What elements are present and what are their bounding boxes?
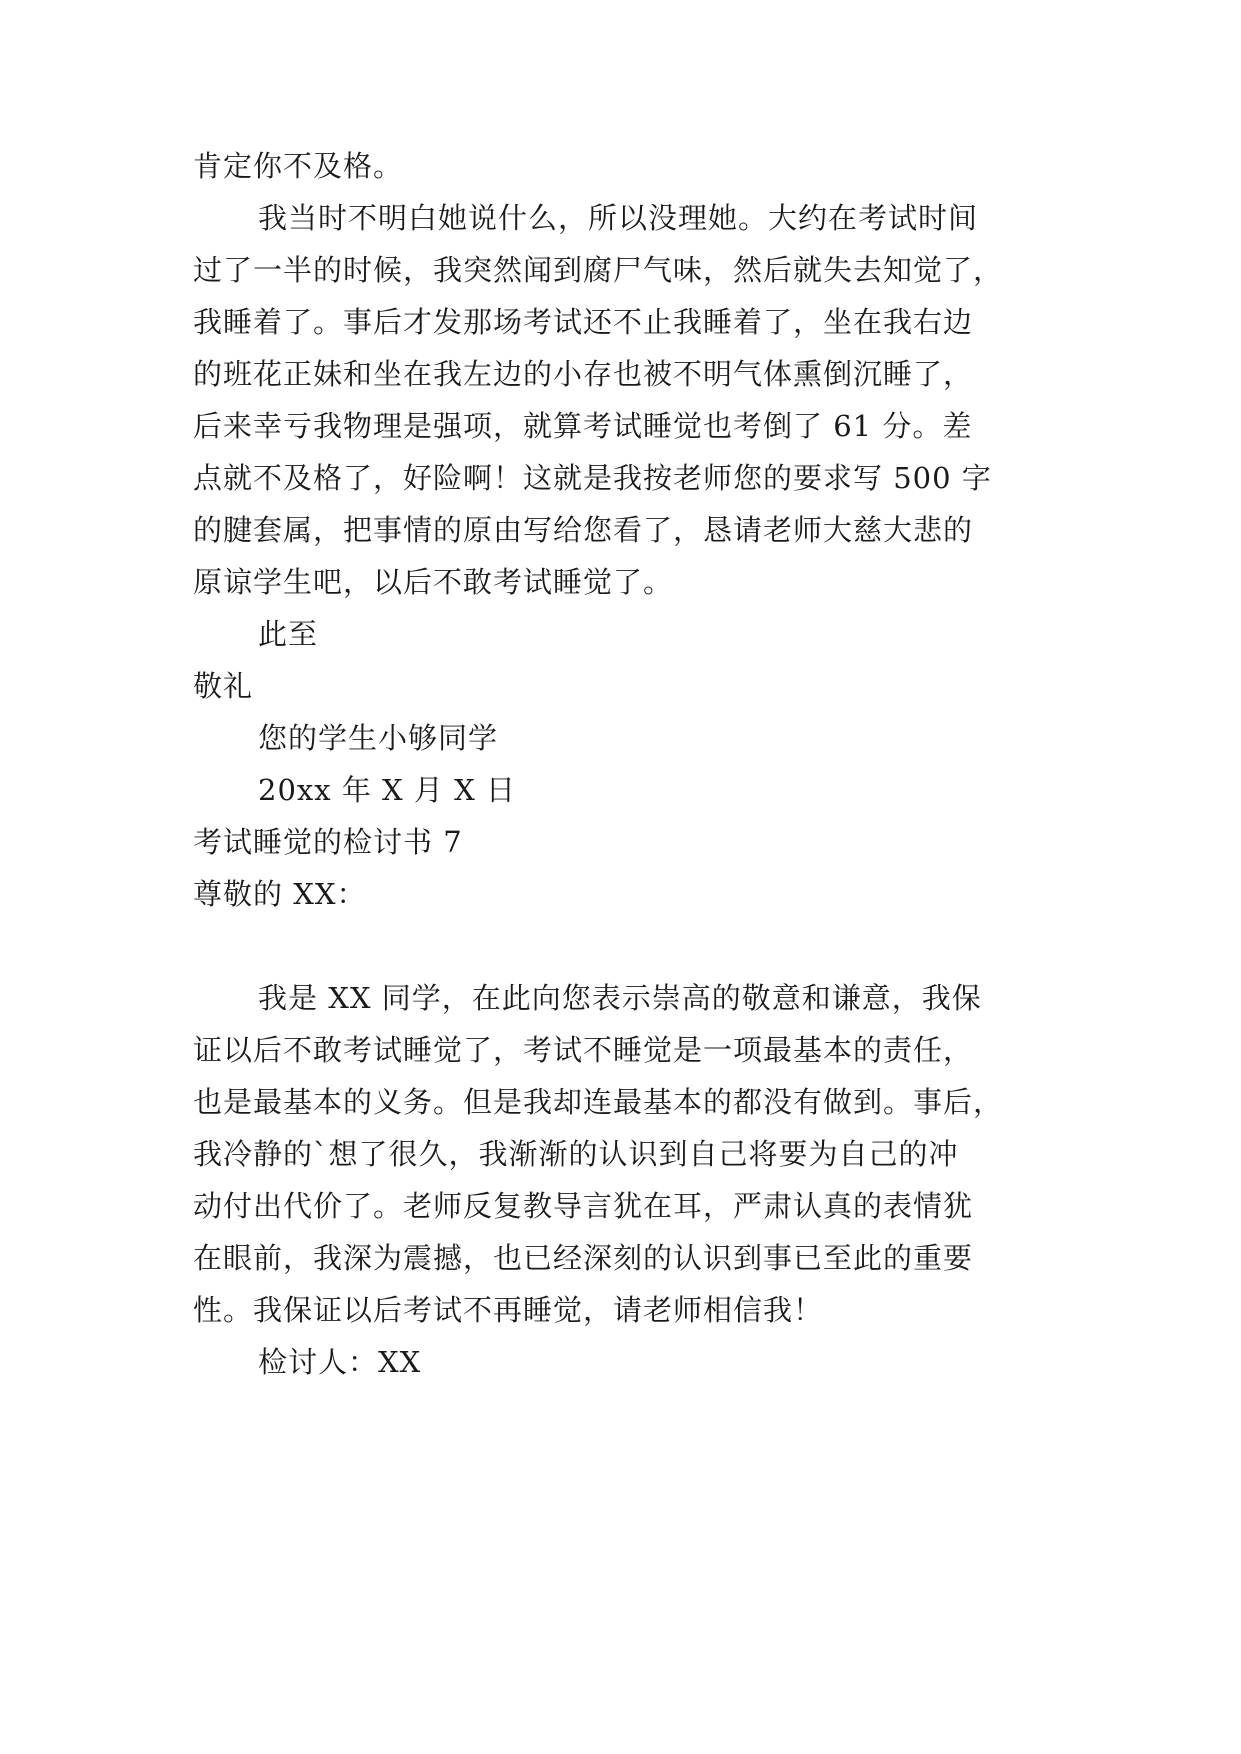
letter-date: 20xx 年 X 月 X 日 [258,773,516,807]
paragraph-line: 性。我保证以后考试不再睡觉，请老师相信我！ [193,1293,824,1327]
paragraph-line: 的班花正妹和坐在我左边的小存也被不明气体熏倒沉睡了， [193,357,974,391]
letter-signature: 您的学生小够同学 [258,721,499,755]
paragraph-line: 我睡着了。事后才发那场考试还不止我睡着了，坐在我右边 [193,305,974,339]
paragraph-line: 我是 XX 同学，在此向您表示崇高的敬意和谦意，我保 [258,981,982,1015]
paragraph-line: 后来幸亏我物理是强项，就算考试睡觉也考倒了 61 分。差 [193,409,973,443]
paragraph-line: 过了一半的时候，我突然闻到腐尸气味，然后就失去知觉了， [193,253,1004,287]
letter-salute: 敬礼 [193,669,254,703]
letter-signoff: 检讨人：XX [258,1345,422,1379]
paragraph-line: 动付出代价了。老师反复教导言犹在耳，严肃认真的表情犹 [193,1189,974,1223]
paragraph-line: 证以后不敢考试睡觉了，考试不睡觉是一项最基本的责任， [193,1033,974,1067]
paragraph-line: 肯定你不及格。 [193,149,404,183]
paragraph-line: 我冷静的`想了很久，我渐渐的认识到自己将要为自己的冲 [193,1137,959,1171]
letter-closing: 此至 [258,617,319,651]
paragraph-line: 点就不及格了，好险啊！这就是我按老师您的要求写 500 字 [193,461,992,495]
paragraph-line: 也是最基本的义务。但是我却连最基本的都没有做到。事后， [193,1085,1004,1119]
paragraph-line: 原谅学生吧，以后不敢考试睡觉了。 [193,565,674,599]
section-title: 考试睡觉的检讨书 7 [193,825,463,859]
letter-greeting: 尊敬的 XX： [193,877,367,911]
paragraph-line: 在眼前，我深为震撼，也已经深刻的认识到事已至此的重要 [193,1241,974,1275]
paragraph-line: 的腱套属，把事情的原由写给您看了，恳请老师大慈大悲的 [193,513,974,547]
paragraph-line: 我当时不明白她说什么，所以没理她。大约在考试时间 [258,201,979,235]
